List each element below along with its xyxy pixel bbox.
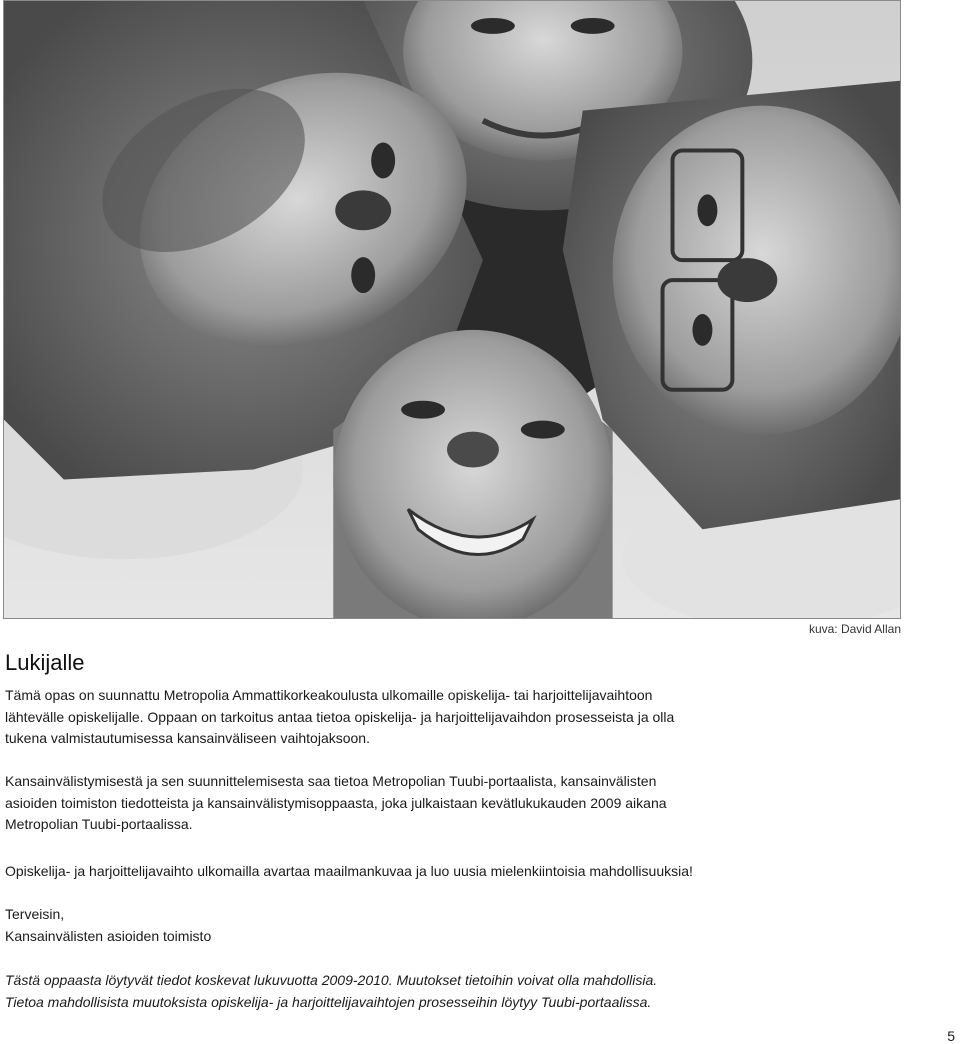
text-line: Terveisin,	[5, 906, 65, 922]
disclaimer-paragraph	[5, 970, 905, 1013]
exchange-paragraph	[5, 861, 905, 883]
text-line: Kansainvälisten asioiden toimisto	[5, 927, 212, 944]
intro-paragraph	[5, 685, 905, 750]
text-line: Tietoa mahdollisista muutoksista opiskelija- ja harjoittelijavaihtojen prosesseihin löytyy Tuubi-portaalissa.	[5, 993, 652, 1010]
text-line: Metropolian Tuubi-portaalissa.	[5, 816, 193, 832]
text-line: Opiskelija- ja harjoittelijavaihto ulkomailla avartaa maailmankuvaa ja luo uusia mielenkiintoisia mahdollisuuksia!	[5, 863, 693, 879]
text-line: Tämä opas on suunnattu Metropolia Ammattikorkeakoulusta ulkomaille opiskelija- tai harjoittelijavaihtoon	[5, 687, 653, 703]
text-line: tukena valmistautumisessa kansainväliseen vaihtojaksoon.	[5, 730, 370, 746]
page-heading: Lukijalle	[5, 650, 85, 675]
text-line: Tästä oppaasta löytyvät tiedot koskevat lukuvuotta 2009-2010. Muutokset tietoihin voivat olla mahdollisia.	[5, 972, 658, 988]
signature-paragraph	[5, 904, 905, 947]
text-line: lähtevälle opiskelijalle. Oppaan on tarkoitus antaa tietoa opiskelija- ja harjoittelijavaihdon prosesseista ja olla	[5, 708, 675, 725]
info-paragraph	[5, 771, 905, 836]
photo-credit: kuva: David Allan	[808, 622, 901, 636]
photo-illustration	[4, 1, 900, 618]
text-line: asioiden toimiston tiedotteista ja kansainvälistymisoppaasta, joka julkaistaan kevätlukukauden 2009 aikana	[5, 794, 667, 811]
page-number: 5	[947, 1028, 955, 1044]
cover-photo	[3, 0, 901, 619]
text-line: Kansainvälistymisestä ja sen suunnittelemisesta saa tietoa Metropolian Tuubi-portaalista, kansainvälisten	[5, 773, 657, 789]
